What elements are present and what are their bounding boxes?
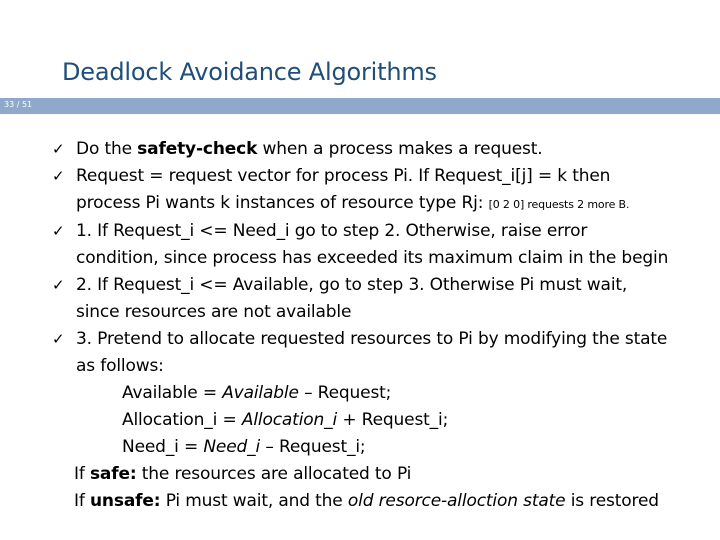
bullet-keyword: safety-check <box>137 139 258 159</box>
assignment-line: Available = Available – Request; <box>122 383 392 403</box>
checkmark-icon: ✓ <box>52 140 65 158</box>
checkmark-icon: ✓ <box>52 276 65 294</box>
bullet-text: 1. If Request_i <= Need_i go to step 2. Otherwise, raise error <box>76 221 588 241</box>
bullet-text: when a process makes a request. <box>257 139 543 159</box>
bullet-item <box>52 163 712 218</box>
assignment-line: Allocation_i = Allocation_i + Request_i; <box>122 410 449 430</box>
checkmark-icon: ✓ <box>52 222 65 240</box>
bullet-text: since resources are not available <box>76 302 352 322</box>
bullet-text: as follows: <box>76 356 164 376</box>
header-bar <box>0 98 720 114</box>
assignment-line: Need_i = Need_i – Request_i; <box>122 437 366 457</box>
outcome-safe: If safe: the resources are allocated to Pi <box>74 464 412 484</box>
bullet-text: Request = request vector for process Pi. If Request_i[j] = k then <box>76 166 611 186</box>
checkmark-icon: ✓ <box>52 167 65 185</box>
bullet-item <box>52 136 712 163</box>
page-number: 33 / 51 <box>4 100 33 109</box>
bullet-item <box>52 326 712 380</box>
bullet-text: Do the <box>76 139 138 159</box>
bullet-note: [0 2 0] requests 2 more B. <box>488 198 630 211</box>
bullet-text: 3. Pretend to allocate requested resources to Pi by modifying the state <box>76 329 668 349</box>
slide-title: Deadlock Avoidance Algorithms <box>62 58 437 86</box>
checkmark-icon: ✓ <box>52 330 65 348</box>
bullet-text: condition, since process has exceeded its maximum claim in the begin <box>76 248 669 268</box>
bullet-item <box>52 272 712 326</box>
bullet-item <box>52 218 712 272</box>
outcome-unsafe: If unsafe: Pi must wait, and the old resorce-alloction state is restored <box>74 491 659 511</box>
bullet-text: process Pi wants k instances of resource type Rj: <box>76 193 489 213</box>
slide-content <box>52 136 712 515</box>
bullet-text: 2. If Request_i <= Available, go to step 3. Otherwise Pi must wait, <box>76 275 628 295</box>
